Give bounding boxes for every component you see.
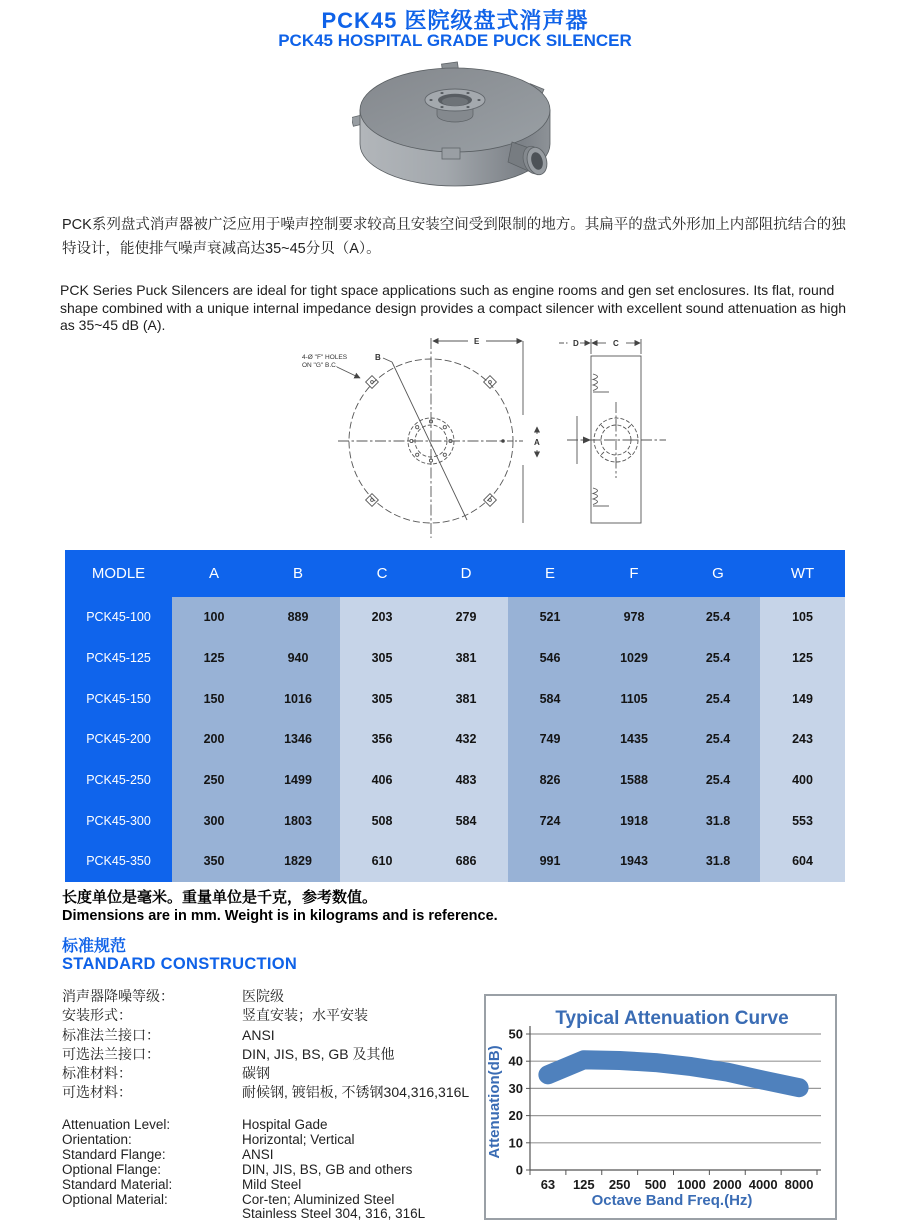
column-header: E [508, 550, 592, 597]
value-cell: 686 [424, 841, 508, 882]
value-cell: 406 [340, 760, 424, 801]
x-tick-label: 125 [572, 1177, 595, 1192]
value-cell: 1803 [256, 800, 340, 841]
spec-value: 耐候钢, 镀铝板, 不锈钢304,316,316L [242, 1084, 470, 1101]
value-cell: 105 [760, 597, 845, 638]
dim-label-d: D [573, 339, 579, 348]
dimension-drawing [280, 330, 670, 550]
value-cell: 300 [172, 800, 256, 841]
value-cell: 553 [760, 800, 845, 841]
spec-row-en [62, 1148, 492, 1163]
dimension-table-grid [65, 550, 845, 882]
value-cell: 1829 [256, 841, 340, 882]
value-cell: 991 [508, 841, 592, 882]
spec-row-en [62, 1118, 492, 1133]
value-cell: 546 [508, 638, 592, 679]
spec-row-cn [62, 987, 472, 1006]
spec-row-cn [62, 1045, 472, 1064]
value-cell: 25.4 [676, 719, 760, 760]
value-cell: 508 [340, 800, 424, 841]
column-header: G [676, 550, 760, 597]
value-cell: 381 [424, 638, 508, 679]
value-cell: 350 [172, 841, 256, 882]
value-cell: 940 [256, 638, 340, 679]
table-row [65, 597, 845, 638]
product-image [352, 58, 558, 193]
spec-value: ANSI [242, 1146, 274, 1162]
value-cell: 279 [424, 597, 508, 638]
column-header: C [340, 550, 424, 597]
chart-y-axis-label: Attenuation(dB) [486, 1045, 503, 1159]
value-cell: 25.4 [676, 760, 760, 801]
intro-paragraph-en: PCK Series Puck Silencers are ideal for tight space applications such as engine rooms and gen set enclosures. Its flat, round shape combined with a unique internal impedance design provides a compact silencer with excellent sound attenuation as high as 35~45 dB (A). [60, 282, 847, 333]
attenuation-chart [484, 994, 837, 1220]
attenuation-band [548, 1060, 799, 1088]
value-cell: 25.4 [676, 638, 760, 679]
puck-silencer-render [352, 58, 558, 188]
spec-label: Standard Material: [62, 1176, 173, 1192]
dim-label-b: B [375, 353, 381, 362]
intro-paragraph-cn: PCK系列盘式消声器被广泛应用于噪声控制要求较高且安装空间受到限制的地方。其扁平的盘式外形加上内部阻抗结合的独特设计，能使排气噪声衰减高达35~45分贝（A）。 [62, 216, 846, 257]
table-row [65, 841, 845, 882]
model-cell: PCK45-350 [65, 841, 172, 882]
spec-row-cn [62, 1026, 472, 1045]
value-cell: 400 [760, 760, 845, 801]
standard-construction-heading-en: STANDARD CONSTRUCTION [62, 955, 298, 973]
spec-label: Optional Material: [62, 1191, 168, 1207]
dimension-table [65, 550, 845, 882]
spec-list-en [62, 1118, 492, 1222]
value-cell: 305 [340, 638, 424, 679]
spec-label: Orientation: [62, 1131, 132, 1147]
table-row [65, 760, 845, 801]
value-cell: 1105 [592, 678, 676, 719]
column-header: F [592, 550, 676, 597]
value-cell: 100 [172, 597, 256, 638]
column-header-model: MODLE [65, 550, 172, 597]
value-cell: 25.4 [676, 597, 760, 638]
value-cell: 125 [760, 638, 845, 679]
value-cell: 610 [340, 841, 424, 882]
value-cell: 483 [424, 760, 508, 801]
x-tick-label: 8000 [784, 1177, 814, 1192]
column-header: WT [760, 550, 845, 597]
model-cell: PCK45-125 [65, 638, 172, 679]
table-header-row [65, 550, 845, 597]
value-cell: 584 [508, 678, 592, 719]
spec-value: Horizontal; Vertical [242, 1131, 355, 1147]
value-cell: 584 [424, 800, 508, 841]
model-cell: PCK45-200 [65, 719, 172, 760]
dim-label-a: A [534, 438, 540, 447]
value-cell: 1588 [592, 760, 676, 801]
value-cell: 432 [424, 719, 508, 760]
spec-value: 碳钢 [242, 1065, 270, 1082]
spec-row-en [62, 1163, 492, 1178]
column-header: D [424, 550, 508, 597]
y-tick-label: 10 [508, 1135, 523, 1151]
dim-label-e: E [474, 337, 480, 346]
value-cell: 200 [172, 719, 256, 760]
chart-x-axis-label: Octave Band Freq.(Hz) [591, 1192, 753, 1209]
x-tick-label: 63 [540, 1177, 556, 1192]
spec-label: 安装形式： [62, 1007, 132, 1024]
value-cell: 1346 [256, 719, 340, 760]
value-cell: 243 [760, 719, 845, 760]
holes-note-line2: ON "G" B.C. [302, 362, 338, 369]
value-cell: 724 [508, 800, 592, 841]
units-note-en: Dimensions are in mm. Weight is in kilograms and is reference. [62, 908, 498, 924]
spec-label: 可选法兰接口： [62, 1045, 160, 1062]
table-row [65, 719, 845, 760]
value-cell: 1029 [592, 638, 676, 679]
value-cell: 1435 [592, 719, 676, 760]
spec-list-cn [62, 987, 472, 1103]
spec-value: 竖直安装；水平安装 [242, 1007, 368, 1024]
x-tick-label: 500 [644, 1177, 667, 1192]
x-tick-label: 1000 [676, 1177, 706, 1192]
value-cell: 25.4 [676, 678, 760, 719]
spec-value: Mild Steel [242, 1176, 302, 1192]
units-note-cn: 长度单位是毫米。重量单位是千克，参考数值。 [62, 889, 378, 906]
value-cell: 1016 [256, 678, 340, 719]
page-subtitle: PCK45 HOSPITAL GRADE PUCK SILENCER [278, 31, 632, 50]
value-cell: 521 [508, 597, 592, 638]
spec-label: Optional Flange: [62, 1161, 162, 1177]
value-cell: 978 [592, 597, 676, 638]
value-cell: 250 [172, 760, 256, 801]
value-cell: 1499 [256, 760, 340, 801]
y-tick-label: 40 [508, 1053, 523, 1069]
page-title: PCK45 医院级盘式消声器 [321, 8, 589, 33]
spec-value: DIN, JIS, BS, GB and others [242, 1161, 413, 1177]
value-cell: 381 [424, 678, 508, 719]
column-header: A [172, 550, 256, 597]
chart-title: Typical Attenuation Curve [555, 1008, 789, 1029]
x-tick-label: 250 [608, 1177, 631, 1192]
spec-value: Hospital Gade [242, 1117, 328, 1132]
dim-label-c: C [613, 339, 619, 348]
dimension-drawing-svg [280, 330, 670, 545]
spec-label: 标准材料： [62, 1065, 132, 1082]
spec-value: 医院级 [242, 988, 284, 1004]
spec-row-en [62, 1207, 492, 1222]
spec-row-en [62, 1133, 492, 1148]
attenuation-chart-svg [486, 996, 835, 1218]
spec-label: 可选材料： [62, 1084, 132, 1101]
value-cell: 149 [760, 678, 845, 719]
spec-row-en [62, 1178, 492, 1193]
spec-row-cn [62, 1083, 472, 1102]
spec-label [62, 1207, 242, 1222]
y-tick-label: 20 [508, 1108, 523, 1124]
spec-label: 标准法兰接口： [62, 1026, 160, 1043]
table-row [65, 678, 845, 719]
value-cell: 604 [760, 841, 845, 882]
value-cell: 1918 [592, 800, 676, 841]
x-tick-label: 4000 [748, 1177, 778, 1192]
value-cell: 150 [172, 678, 256, 719]
model-cell: PCK45-100 [65, 597, 172, 638]
value-cell: 31.8 [676, 800, 760, 841]
spec-row-cn [62, 1064, 472, 1083]
spec-row-en [62, 1193, 492, 1208]
spec-label: Attenuation Level: [62, 1117, 171, 1132]
table-row [65, 638, 845, 679]
table-row [65, 800, 845, 841]
value-cell: 305 [340, 678, 424, 719]
value-cell: 356 [340, 719, 424, 760]
y-tick-label: 50 [508, 1026, 523, 1042]
value-cell: 1943 [592, 841, 676, 882]
spec-label: Standard Flange: [62, 1146, 166, 1162]
spec-value: Cor-ten; Aluminized Steel [242, 1191, 395, 1207]
spec-value: Stainless Steel 304, 316, 316L [242, 1206, 426, 1222]
value-cell: 889 [256, 597, 340, 638]
model-cell: PCK45-300 [65, 800, 172, 841]
x-tick-label: 2000 [712, 1177, 742, 1192]
model-cell: PCK45-250 [65, 760, 172, 801]
value-cell: 31.8 [676, 841, 760, 882]
model-cell: PCK45-150 [65, 678, 172, 719]
value-cell: 826 [508, 760, 592, 801]
y-tick-label: 0 [515, 1162, 523, 1178]
spec-value: DIN, JIS, BS, GB 及其他 [242, 1045, 395, 1062]
spec-label: 消声器降噪等级： [62, 988, 174, 1004]
spec-value: ANSI [242, 1026, 275, 1043]
value-cell: 749 [508, 719, 592, 760]
holes-note-line1: 4-Ø "F" HOLES [302, 354, 348, 361]
y-tick-label: 30 [508, 1080, 523, 1096]
column-header: B [256, 550, 340, 597]
standard-construction-heading-cn: 标准规范 [62, 938, 127, 955]
value-cell: 125 [172, 638, 256, 679]
value-cell: 203 [340, 597, 424, 638]
spec-row-cn [62, 1006, 472, 1025]
